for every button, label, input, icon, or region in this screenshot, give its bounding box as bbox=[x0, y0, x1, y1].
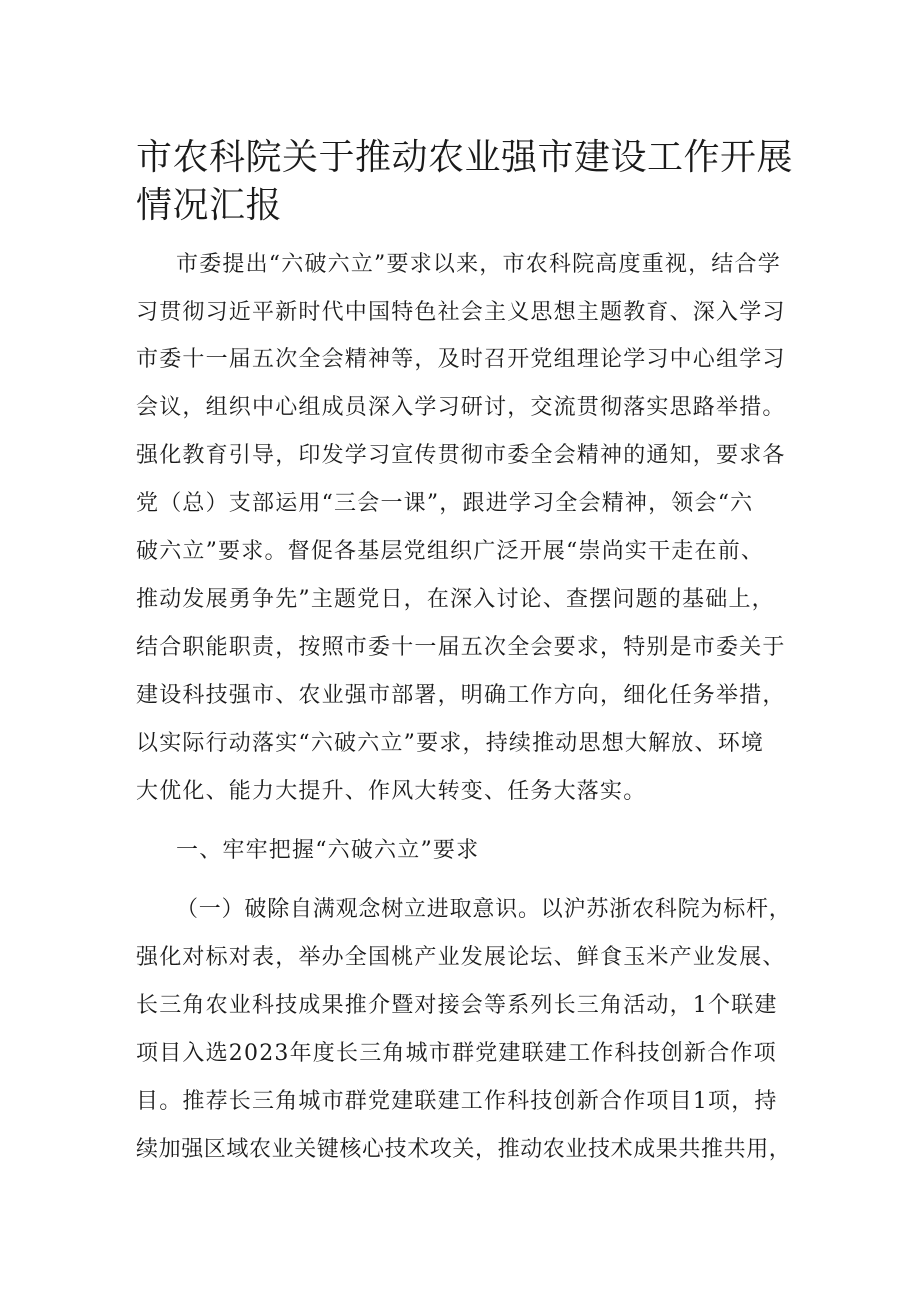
paragraph-2-line-6: 续加强区域农业关键核心技术攻关，推动农业技术成果共推共用， bbox=[136, 1137, 792, 1162]
paragraph-2-line-2: 强化对标对表，举办全国桃产业发展论坛、鲜食玉米产业发展、 bbox=[136, 945, 786, 970]
paragraph-2-line-5: 目。推荐长三角城市群党建联建工作科技创新合作项目1项，持 bbox=[136, 1089, 778, 1114]
paragraph-1-line-8: 推动发展勇争先”主题党日，在深入讨论、查摆问题的基础上， bbox=[136, 587, 775, 612]
section-1-heading: 一、牢牢把握“六破六立”要求 bbox=[176, 838, 480, 863]
paragraph-1-line-11: 以实际行动落实“六破六立”要求，持续推动思想大解放、环境 bbox=[136, 731, 765, 756]
paragraph-2-line-1: （一）破除自满观念树立进取意识。以沪苏浙农科院为标杆， bbox=[176, 897, 792, 922]
paragraph-1-line-6: 党（总）支部运用“三会一课”，跟进学习全会精神，领会“六 bbox=[136, 491, 754, 516]
document-title: 市农科院关于推动农业强市建设工作开展情况汇报 bbox=[136, 137, 794, 226]
paragraph-1-line-7: 破六立”要求。督促各基层党组织广泛开展“崇尚实干走在前、 bbox=[136, 539, 765, 564]
paragraph-1-line-9: 结合职能职责，按照市委十一届五次全会要求，特别是市委关于 bbox=[136, 635, 786, 660]
paragraph-1-line-12: 大优化、能力大提升、作风大转变、任务大落实。 bbox=[136, 779, 647, 804]
paragraph-2-line-3: 长三角农业科技成果推介暨对接会等系列长三角活动，1个联建 bbox=[136, 993, 778, 1018]
paragraph-1-line-10: 建设科技强市、农业强市部署，明确工作方向，细化任务举措， bbox=[136, 683, 786, 708]
paragraph-1-line-3: 市委十一届五次全会精神等，及时召开党组理论学习中心组学习 bbox=[136, 347, 786, 372]
paragraph-1-line-4: 会议，组织中心组成员深入学习研讨，交流贯彻落实思路举措。 bbox=[136, 395, 786, 420]
paragraph-1-line-1: 市委提出“六破六立”要求以来，市农科院高度重视，结合学 bbox=[176, 252, 781, 277]
paragraph-1-line-2: 习贯彻习近平新时代中国特色社会主义思想主题教育、深入学习 bbox=[136, 300, 786, 325]
paragraph-1-line-5: 强化教育引导，印发学习宣传贯彻市委全会精神的通知，要求各 bbox=[136, 443, 786, 468]
paragraph-2-line-4: 项目入选2023年度长三角城市群党建联建工作科技创新合作项 bbox=[136, 1041, 777, 1066]
